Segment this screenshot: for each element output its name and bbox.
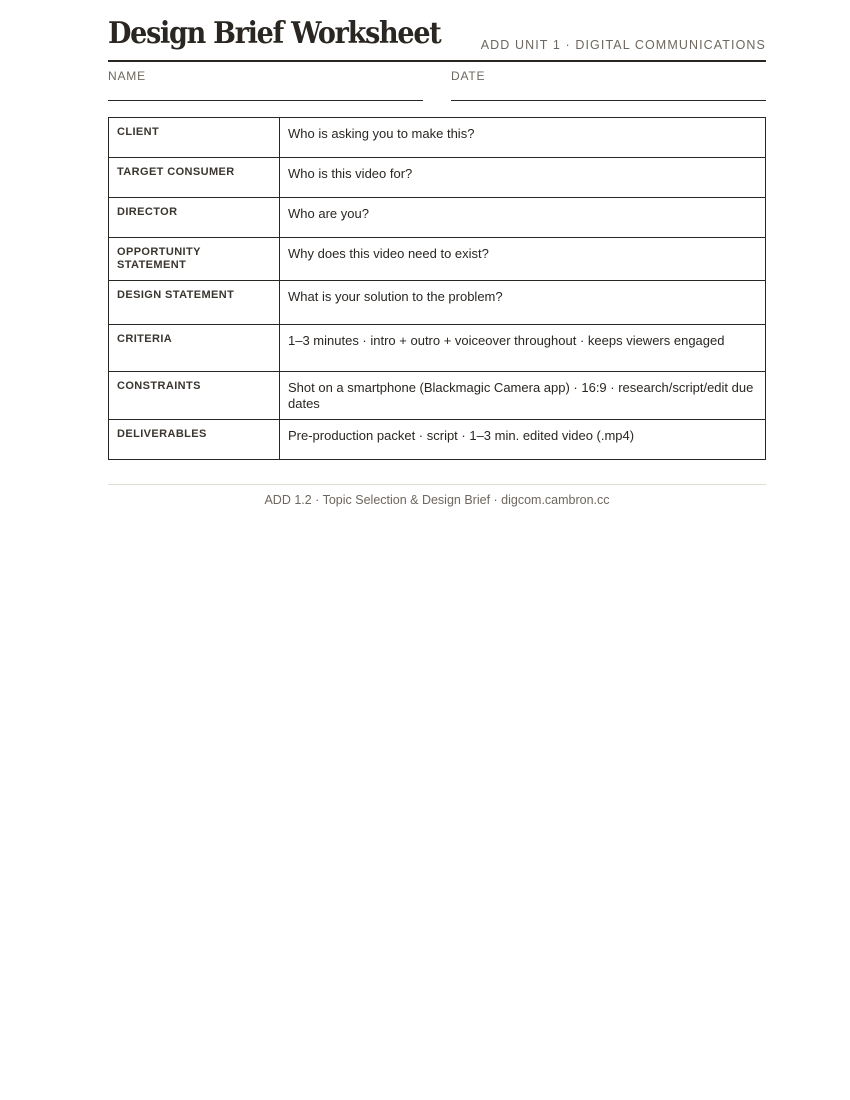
brief-row-client [109,118,766,158]
brief-value[interactable]: Shot on a smartphone (Blackmagic Camera app) · 16:9 · research/script/edit due dates [280,372,766,420]
date-field[interactable] [451,70,766,101]
brief-row-opportunity-statement [109,238,766,281]
date-label: DATE [451,69,486,83]
worksheet-page [108,12,766,507]
footer-text: ADD 1.2 · Topic Selection & Design Brief · digcom.cambron.cc [264,493,610,507]
brief-label: CONSTRAINTS [109,372,280,420]
brief-value[interactable]: Who is asking you to make this? [280,118,766,158]
brief-value[interactable]: Why does this video need to exist? [280,238,766,281]
unit-label: ADD UNIT 1 · DIGITAL COMMUNICATIONS [480,38,766,52]
brief-label: CLIENT [109,118,280,158]
brief-value[interactable]: 1–3 minutes · intro + outro + voiceover throughout · keeps viewers engaged [280,325,766,372]
brief-value[interactable]: Pre-production packet · script · 1–3 min. edited video (.mp4) [280,420,766,460]
brief-value[interactable]: What is your solution to the problem? [280,281,766,325]
name-label: NAME [108,69,146,83]
brief-label: OPPORTUNITY STATEMENT [109,238,280,281]
page-title: Design Brief Worksheet [108,16,441,51]
brief-value[interactable]: Who are you? [280,198,766,238]
brief-row-design-statement [109,281,766,325]
brief-value[interactable]: Who is this video for? [280,158,766,198]
name-field[interactable] [108,70,423,101]
brief-label: DIRECTOR [109,198,280,238]
worksheet-header [108,12,766,62]
brief-row-director [109,198,766,238]
page-footer [108,484,766,507]
brief-label: TARGET CONSUMER [109,158,280,198]
brief-label: DELIVERABLES [109,420,280,460]
brief-row-criteria [109,325,766,372]
student-fields [108,70,766,101]
brief-row-constraints [109,372,766,420]
brief-label: DESIGN STATEMENT [109,281,280,325]
brief-label: CRITERIA [109,325,280,372]
design-brief-table [108,117,766,460]
brief-row-target-consumer [109,158,766,198]
brief-row-deliverables [109,420,766,460]
